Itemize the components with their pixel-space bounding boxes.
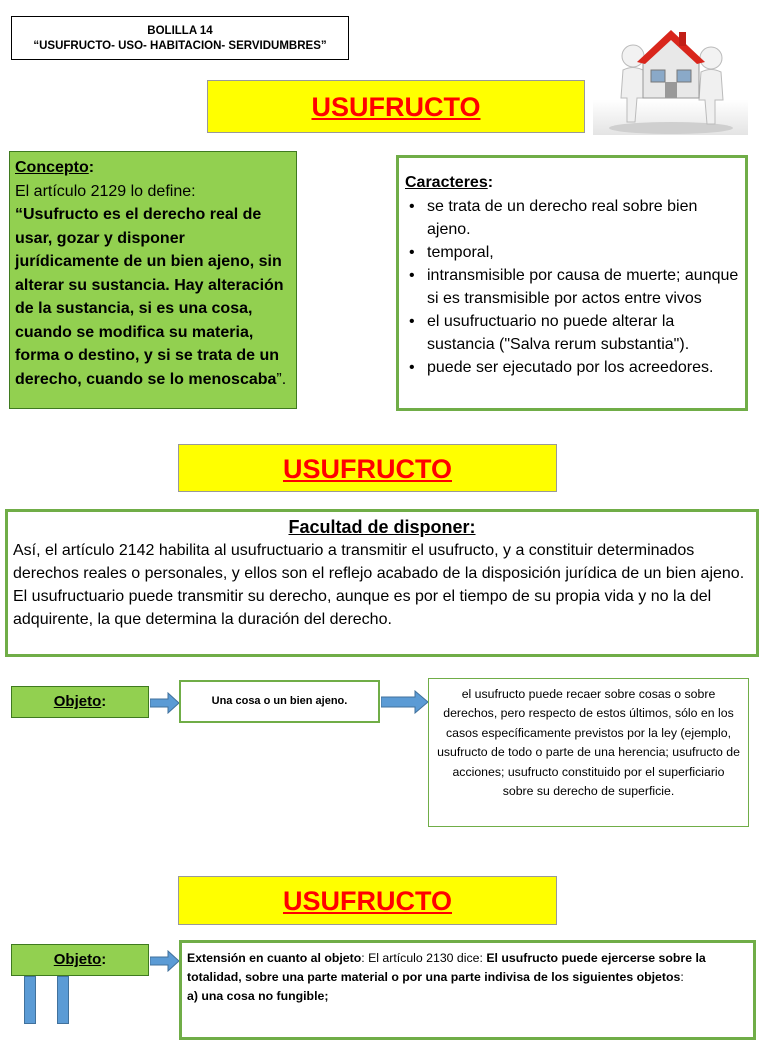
facultad-paragraph-1: Así, el artículo 2142 habilita al usufructuario a transmitir el usufructo, y a constituir determinados derechos reales o personales, y ellos son el reflejo acabado de la disposición jurídica de un bien ajeno.	[13, 542, 745, 582]
caracteres-item: • intransmisible por causa de muerte; aunque si es transmisible por actos entre vivos	[427, 264, 739, 310]
arrow-down-shaft-left	[24, 976, 36, 1024]
objeto-detail-text: el usufructo puede recaer sobre cosas o sobre derechos, pero respecto de estos últimos, sólo en los casos específicamente previstos por la ley (ejemplo, usufructo de todo o parte de una herencia; usufructo de acciones; usufructo constituido por el superficiario sobre su derecho de superficie.	[437, 687, 740, 799]
title-banner-1-text: USUFRUCTO	[311, 92, 481, 122]
objeto-label-box-2	[11, 944, 149, 976]
extension-mid: : El artículo 2130 dice:	[361, 951, 487, 965]
objeto-label-1: Objeto	[53, 693, 102, 710]
caracteres-box	[396, 155, 748, 411]
concepto-heading-colon: :	[88, 159, 95, 176]
objeto-middle-box	[179, 680, 380, 723]
header-line-2: “USUFRUCTO- USO- HABITACION- SERVIDUMBRES”	[33, 40, 327, 52]
objeto-middle-text: Una cosa o un bien ajeno.	[211, 695, 348, 707]
caracteres-item: • temporal,	[427, 241, 739, 264]
house-illustration	[593, 18, 748, 135]
caracteres-item: • el usufructuario no puede alterar la sustancia ("Salva rerum substantia").	[427, 310, 739, 356]
header-box	[11, 16, 349, 60]
facultad-box	[5, 509, 759, 657]
arrow-right-icon	[150, 692, 180, 714]
concepto-quote: Usufructo es el derecho real de usar, gozar y disponer jurídicamente de un bien ajeno, sin alterar su sustancia. Hay alteración de la sustancia, si es una cosa, cuando se modifica su materia, forma o destino, y si se trata de un derecho, cuando se lo menoscaba	[15, 206, 284, 388]
extension-heading: Extensión en cuanto al objeto	[187, 951, 362, 965]
concepto-box	[9, 151, 297, 409]
facultad-heading: Facultad de disponer:	[288, 517, 476, 537]
objeto-label-box-1	[11, 686, 149, 718]
objeto-extension-box	[179, 940, 756, 1040]
concepto-quote-open: “	[15, 206, 23, 223]
objeto-label-2-colon: :	[101, 951, 107, 968]
objeto-detail-box	[428, 678, 749, 827]
objeto-label-2: Objeto	[53, 951, 102, 968]
caracteres-heading: Caracteres	[405, 174, 488, 191]
concepto-intro: El artículo 2129 lo define:	[15, 182, 196, 200]
facultad-paragraph-2: El usufructuario puede transmitir su derecho, aunque es por el tiempo de su propia vida y no la del adquirente, la que determina la duración del derecho.	[13, 588, 712, 628]
caracteres-heading-colon: :	[487, 174, 494, 191]
caracteres-item: • se trata de un derecho real sobre bien ajeno.	[427, 195, 739, 241]
objeto-label-1-colon: :	[101, 693, 107, 710]
extension-item-a: a) una cosa no fungible;	[187, 989, 329, 1003]
caracteres-item: • puede ser ejecutado por los acreedores.	[427, 356, 739, 379]
arrow-right-icon	[381, 690, 429, 714]
title-banner-3-text: USUFRUCTO	[282, 886, 452, 916]
title-banner-3	[178, 876, 557, 925]
extension-quote: El usufructo puede ejercerse sobre la totalidad, sobre una parte material o por una parte indivisa de los siguientes objetos	[187, 951, 706, 984]
concepto-heading: Concepto	[15, 159, 89, 176]
concepto-quote-close: ”.	[276, 370, 287, 388]
title-banner-2-text: USUFRUCTO	[282, 454, 452, 484]
header-line-1: BOLILLA 14	[147, 25, 213, 37]
caracteres-list	[405, 195, 739, 379]
arrow-down-shaft-right	[57, 976, 69, 1024]
arrow-right-icon	[150, 950, 180, 972]
title-banner-1	[207, 80, 585, 133]
house-carriers-icon	[593, 18, 748, 135]
extension-colon: :	[680, 970, 684, 984]
title-banner-2	[178, 444, 557, 492]
